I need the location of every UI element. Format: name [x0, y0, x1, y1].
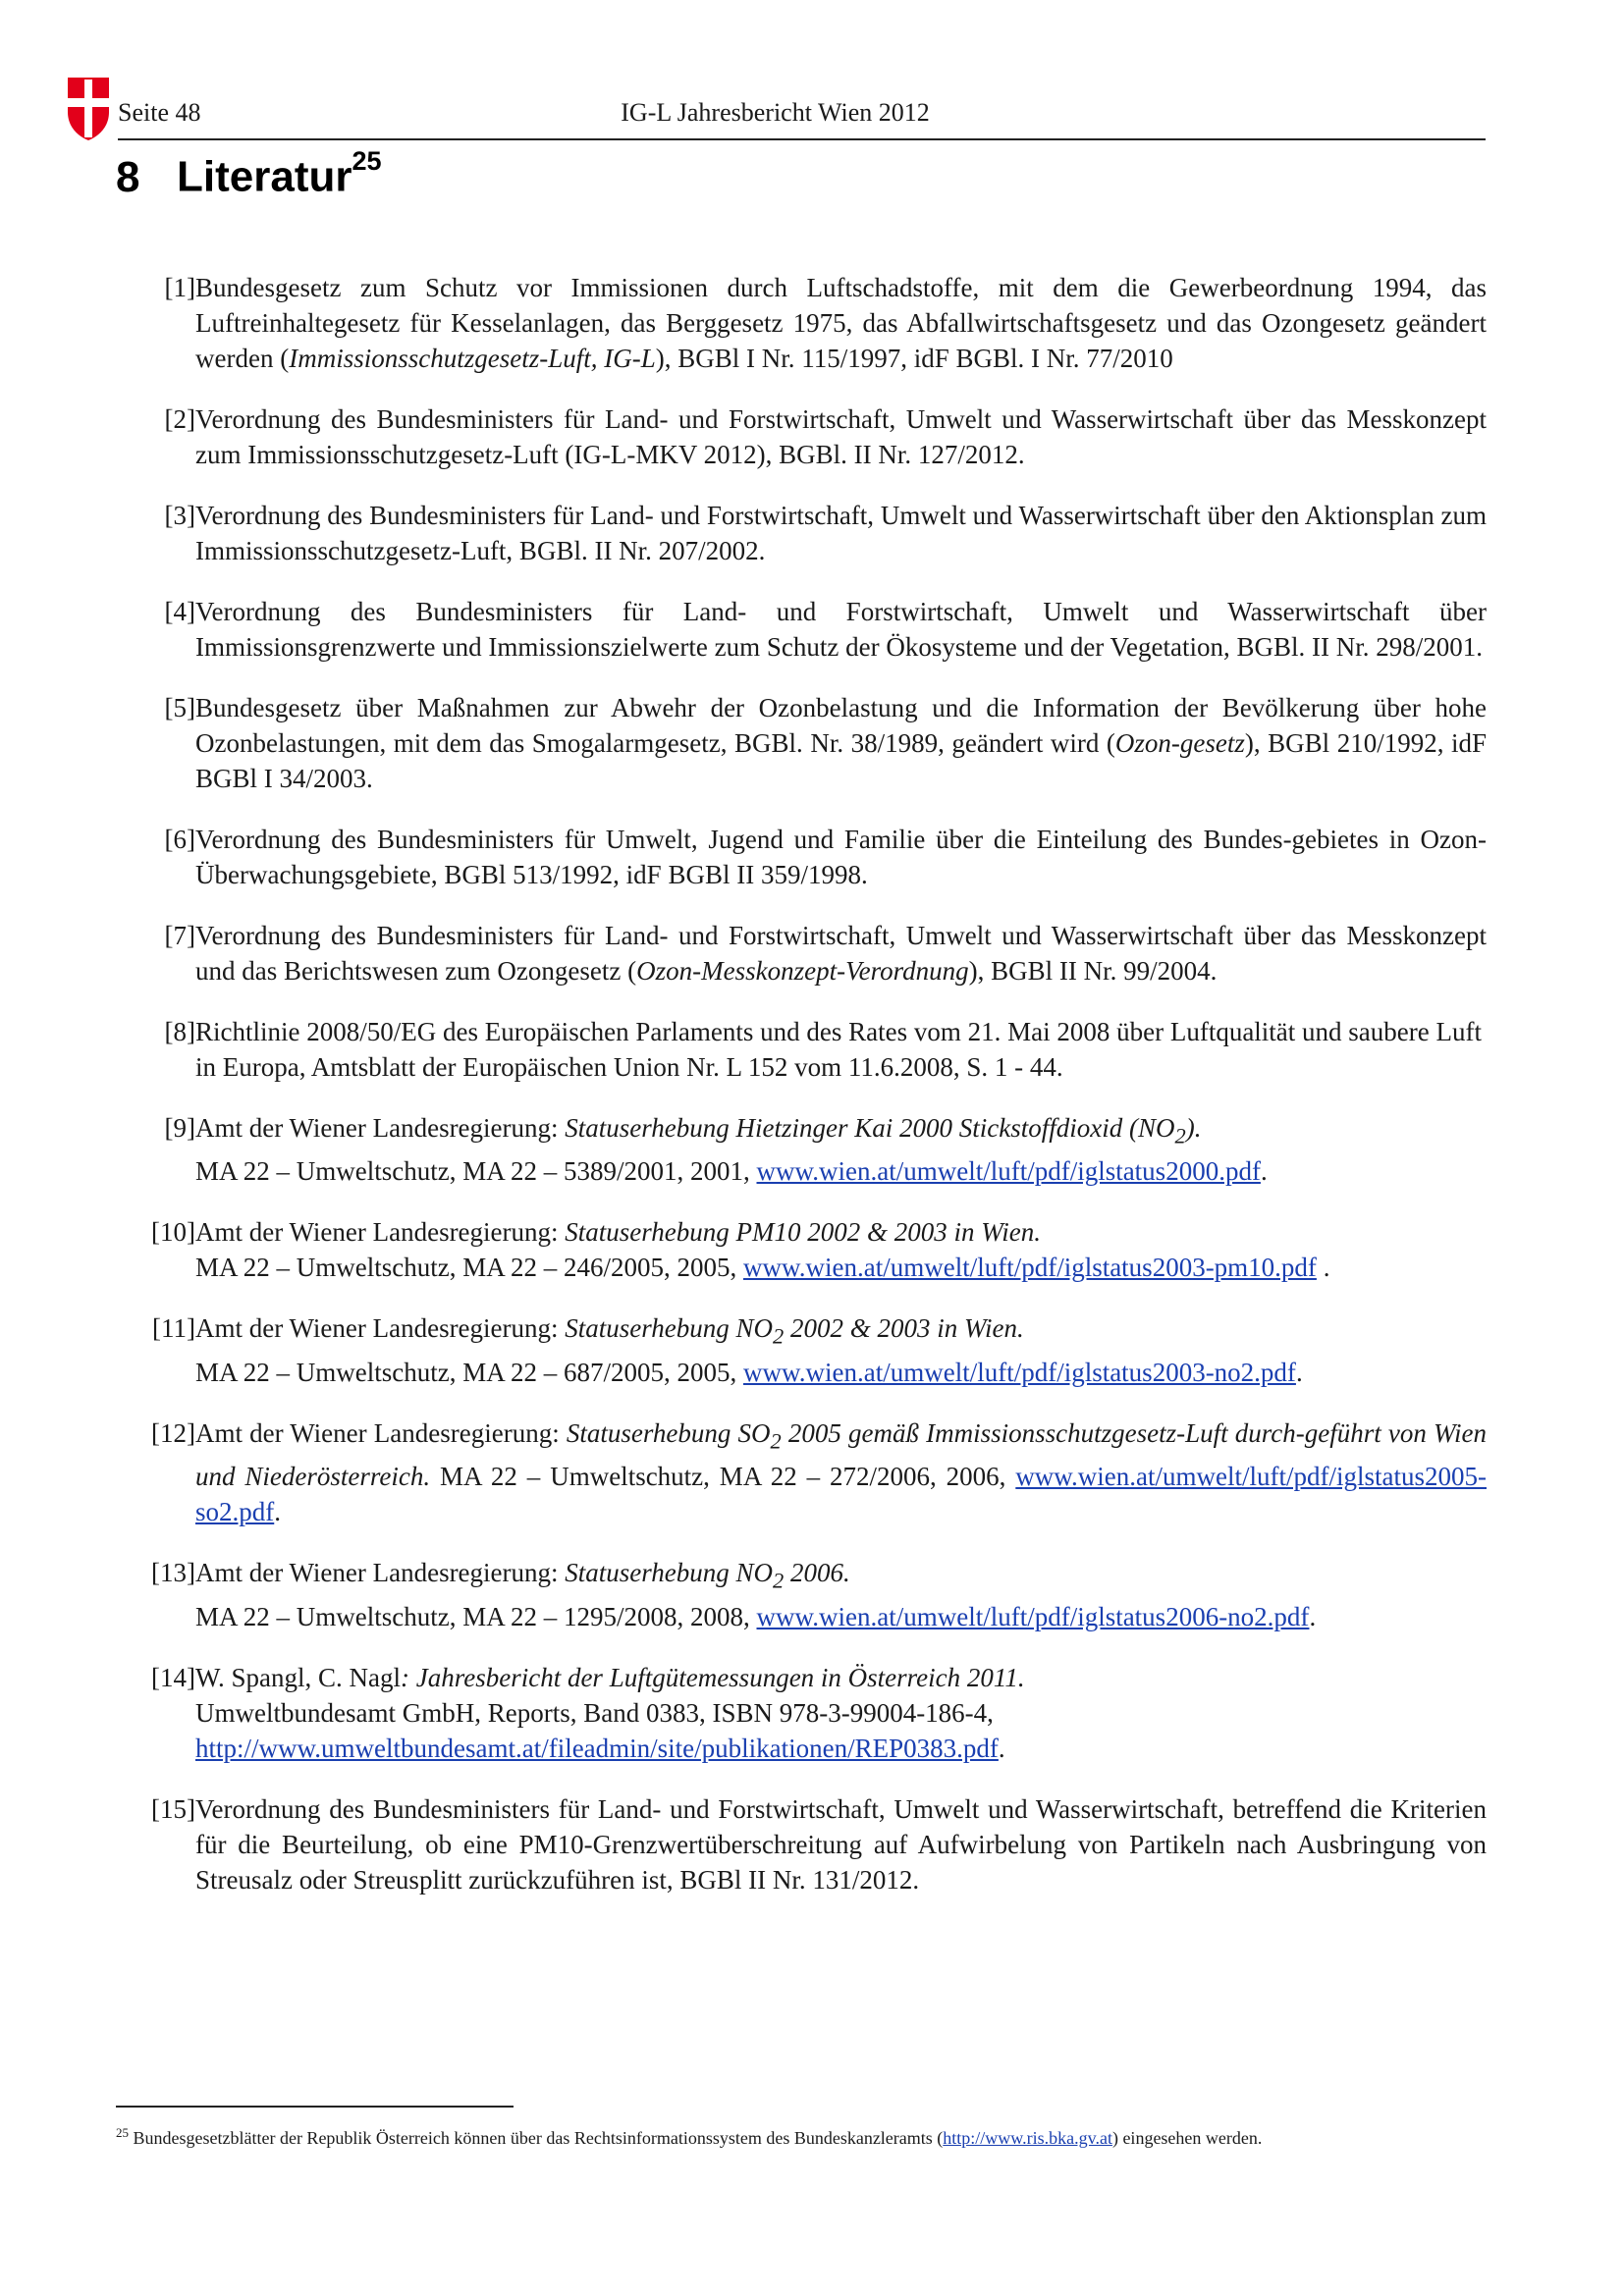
reference-text: Amt der Wiener Landesregierung: Statuserhebung PM10 2002 & 2003 in Wien. MA 22 – Umweltschutz, MA 22 – 246/2005, 2005, www.wien.at/umwelt/luft/pdf/iglstatus2003-pm10.pdf .: [195, 1217, 1330, 1283]
reference-number: [13]: [151, 1558, 195, 1588]
footnote-rule: [116, 2106, 514, 2108]
reference-text: Verordnung des Bundesministers für Land- und Forstwirtschaft, Umwelt und Wasserwirtschaft, betreffend die Kriterien für die Beurteilung, ob eine PM10-Grenzwertüberschreitung auf Aufwirbelung von Partikeln nach Ausbringung von Streusalz oder Streusplitt zurückzuführen ist, BGBl II Nr. 131/2012.: [195, 1793, 1487, 1895]
reference-text: Verordnung des Bundesministers für Umwelt, Jugend und Familie über die Einteilung des Bundes-gebietes in Ozon-Überwachungsgebiete, BGBl 513/1992, idF BGBl II 359/1998.: [195, 825, 1487, 889]
reference-item: [77, 918, 1487, 988]
chapter-number: 8: [116, 152, 140, 201]
reference-link[interactable]: www.wien.at/umwelt/luft/pdf/iglstatus2003-pm10.pdf: [743, 1253, 1317, 1283]
reference-item: [77, 270, 1487, 376]
reference-link[interactable]: www.wien.at/umwelt/luft/pdf/iglstatus2003-no2.pdf: [743, 1357, 1296, 1387]
reference-text: Amt der Wiener Landesregierung: Statuserhebung $NO_2$ 2006. MA 22 – Umweltschutz, MA 22 – 1295/2008, 2008, www.wien.at/umwelt/luft/pdf/iglstatus2006-no2.pdf.: [195, 1558, 1317, 1631]
reference-number: [11]: [152, 1313, 195, 1344]
footnote-mark: 25: [116, 2125, 129, 2140]
running-title: IG-L Jahresbericht Wien 2012: [621, 98, 930, 127]
reference-item: [77, 1555, 1487, 1633]
reference-text: Verordnung des Bundesministers für Land- und Forstwirtschaft, Umwelt und Wasserwirtschaft über den Aktionsplan zum Immissionsschutzgesetz-Luft, BGBl. II Nr. 207/2002.: [195, 501, 1487, 565]
reference-number: [2]: [164, 404, 195, 434]
footnote-link[interactable]: http://www.ris.bka.gv.at: [943, 2128, 1112, 2148]
reference-text: W. Spangl, C. Nagl: Jahresbericht der Luftgütemessungen in Österreich 2011. Umweltbundesamt GmbH, Reports, Band 0383, ISBN 978-3-99004-186-4, http://www.umweltbundesamt.at/fileadmin/site/publikationen/REP0383.pdf.: [195, 1662, 1025, 1763]
reference-text: Verordnung des Bundesministers für Land- und Forstwirtschaft, Umwelt und Wasserwirtschaft über das Messkonzept und das Berichtswesen zum Ozongesetz (Ozon-Messkonzept-Verordnung), BGBl II Nr. 99/2004.: [195, 921, 1487, 986]
chapter-footnote-mark: 25: [352, 146, 382, 176]
reference-item: [77, 1014, 1487, 1085]
reference-item: [77, 1415, 1487, 1529]
reference-link[interactable]: www.wien.at/umwelt/luft/pdf/iglstatus2000.pdf: [756, 1156, 1261, 1187]
reference-item: [77, 1110, 1487, 1189]
page-number: Seite 48: [118, 98, 201, 127]
reference-text: Amt der Wiener Landesregierung: Statuserhebung Hietzinger Kai 2000 Stickstoffdioxid $(NO_2)$. MA 22 – Umweltschutz, MA 22 – 5389/2001, 2001, www.wien.at/umwelt/luft/pdf/iglstatus2000.pdf.: [195, 1113, 1268, 1187]
reference-list: [116, 270, 1487, 1923]
reference-link[interactable]: www.wien.at/umwelt/luft/pdf/iglstatus2005-so2.pdf: [195, 1462, 1487, 1527]
reference-item: [77, 1214, 1487, 1285]
reference-text: Verordnung des Bundesministers für Land- und Forstwirtschaft, Umwelt und Wasserwirtschaft über das Messkonzept zum Immissionsschutzgesetz-Luft (IG-L-MKV 2012), BGBl. II Nr. 127/2012.: [195, 404, 1487, 469]
footnote: $^{25}$ Bundesgesetzblätter der Republik Österreich können über das Rechtsinformationssystem des Bundeskanzleramts (http://www.ris.bka.gv.at) eingesehen werden.: [116, 2125, 1263, 2148]
reference-number: [6]: [164, 825, 195, 854]
reference-link[interactable]: http://www.umweltbundesamt.at/fileadmin/site/publikationen/REP0383.pdf: [195, 1733, 999, 1763]
reference-text: Amt der Wiener Landesregierung: Statuserhebung $NO_2$ 2002 & 2003 in Wien. MA 22 – Umweltschutz, MA 22 – 687/2005, 2005, www.wien.at/umwelt/luft/pdf/iglstatus2003-no2.pdf.: [195, 1313, 1303, 1387]
reference-item: [77, 822, 1487, 892]
reference-text: Amt der Wiener Landesregierung: Statuserhebung $SO_2$ 2005 gemäß Immissionsschutzgesetz-Luft durch-geführt von Wien und Niederösterreich. MA 22 – Umweltschutz, MA 22 – 272/2006, 2006, www.wien.at/umwelt/luft/pdf/iglstatus2005-so2.pdf.: [195, 1417, 1488, 1527]
reference-number: [12]: [151, 1417, 195, 1448]
reference-item: [77, 1791, 1487, 1897]
reference-number: [1]: [164, 273, 195, 302]
reference-text: Richtlinie 2008/50/EG des Europäischen Parlaments und des Rates vom 21. Mai 2008 über Luftqualität und saubere Luft in Europa, Amtsblatt der Europäischen Union Nr. L 152 vom 11.6.2008, S. 1 - 44.: [195, 1017, 1482, 1082]
reference-item: [77, 690, 1487, 796]
reference-link[interactable]: www.wien.at/umwelt/luft/pdf/iglstatus2006-no2.pdf: [756, 1601, 1310, 1631]
reference-number: [9]: [164, 1113, 195, 1143]
reference-item: [77, 401, 1487, 472]
reference-number: [15]: [151, 1793, 195, 1824]
chapter-title-text: Literatur: [177, 152, 352, 201]
reference-text: Bundesgesetz zum Schutz vor Immissionen durch Luftschadstoffe, mit dem die Gewerbeordnung 1994, das Luftreinhaltegesetz für Kesselanlagen, das Berggesetz 1975, das Abfallwirtschaftsgesetz und das Ozongesetz geändert werden (Immissionsschutzgesetz-Luft, IG-L), BGBl I Nr. 115/1997, idF BGBl. I Nr. 77/2010: [195, 273, 1487, 373]
reference-number: [5]: [164, 693, 195, 722]
reference-text: Bundesgesetz über Maßnahmen zur Abwehr der Ozonbelastung und die Information der Bevölkerung über hohe Ozonbelastungen, mit dem das Smogalarmgesetz, BGBl. Nr. 38/1989, geändert wird (Ozon-gesetz), BGBl 210/1992, idF BGBl I 34/2003.: [195, 693, 1488, 793]
footnote-text: Bundesgesetzblätter der Republik Österreich können über das Rechtsinformationssystem des Bundeskanzleramts (: [129, 2128, 944, 2148]
reference-number: [4]: [164, 597, 195, 626]
reference-number: [14]: [151, 1662, 195, 1692]
reference-number: [8]: [164, 1017, 195, 1046]
reference-item: [77, 1660, 1487, 1766]
reference-item: [77, 498, 1487, 568]
reference-item: [77, 594, 1487, 665]
reference-number: [7]: [164, 921, 195, 950]
header-rule: [118, 138, 1486, 140]
reference-item: [77, 1310, 1487, 1389]
reference-text: Verordnung des Bundesministers für Land- und Forstwirtschaft, Umwelt und Wasserwirtschaft über Immissionsgrenzwerte und Immissionszielwerte zum Schutz der Ökosysteme und der Vegetation, BGBl. II Nr. 298/2001.: [195, 597, 1487, 662]
page-header: [65, 75, 1486, 141]
chapter-title: [116, 146, 382, 202]
reference-number: [10]: [151, 1217, 195, 1248]
reference-number: [3]: [164, 501, 195, 530]
